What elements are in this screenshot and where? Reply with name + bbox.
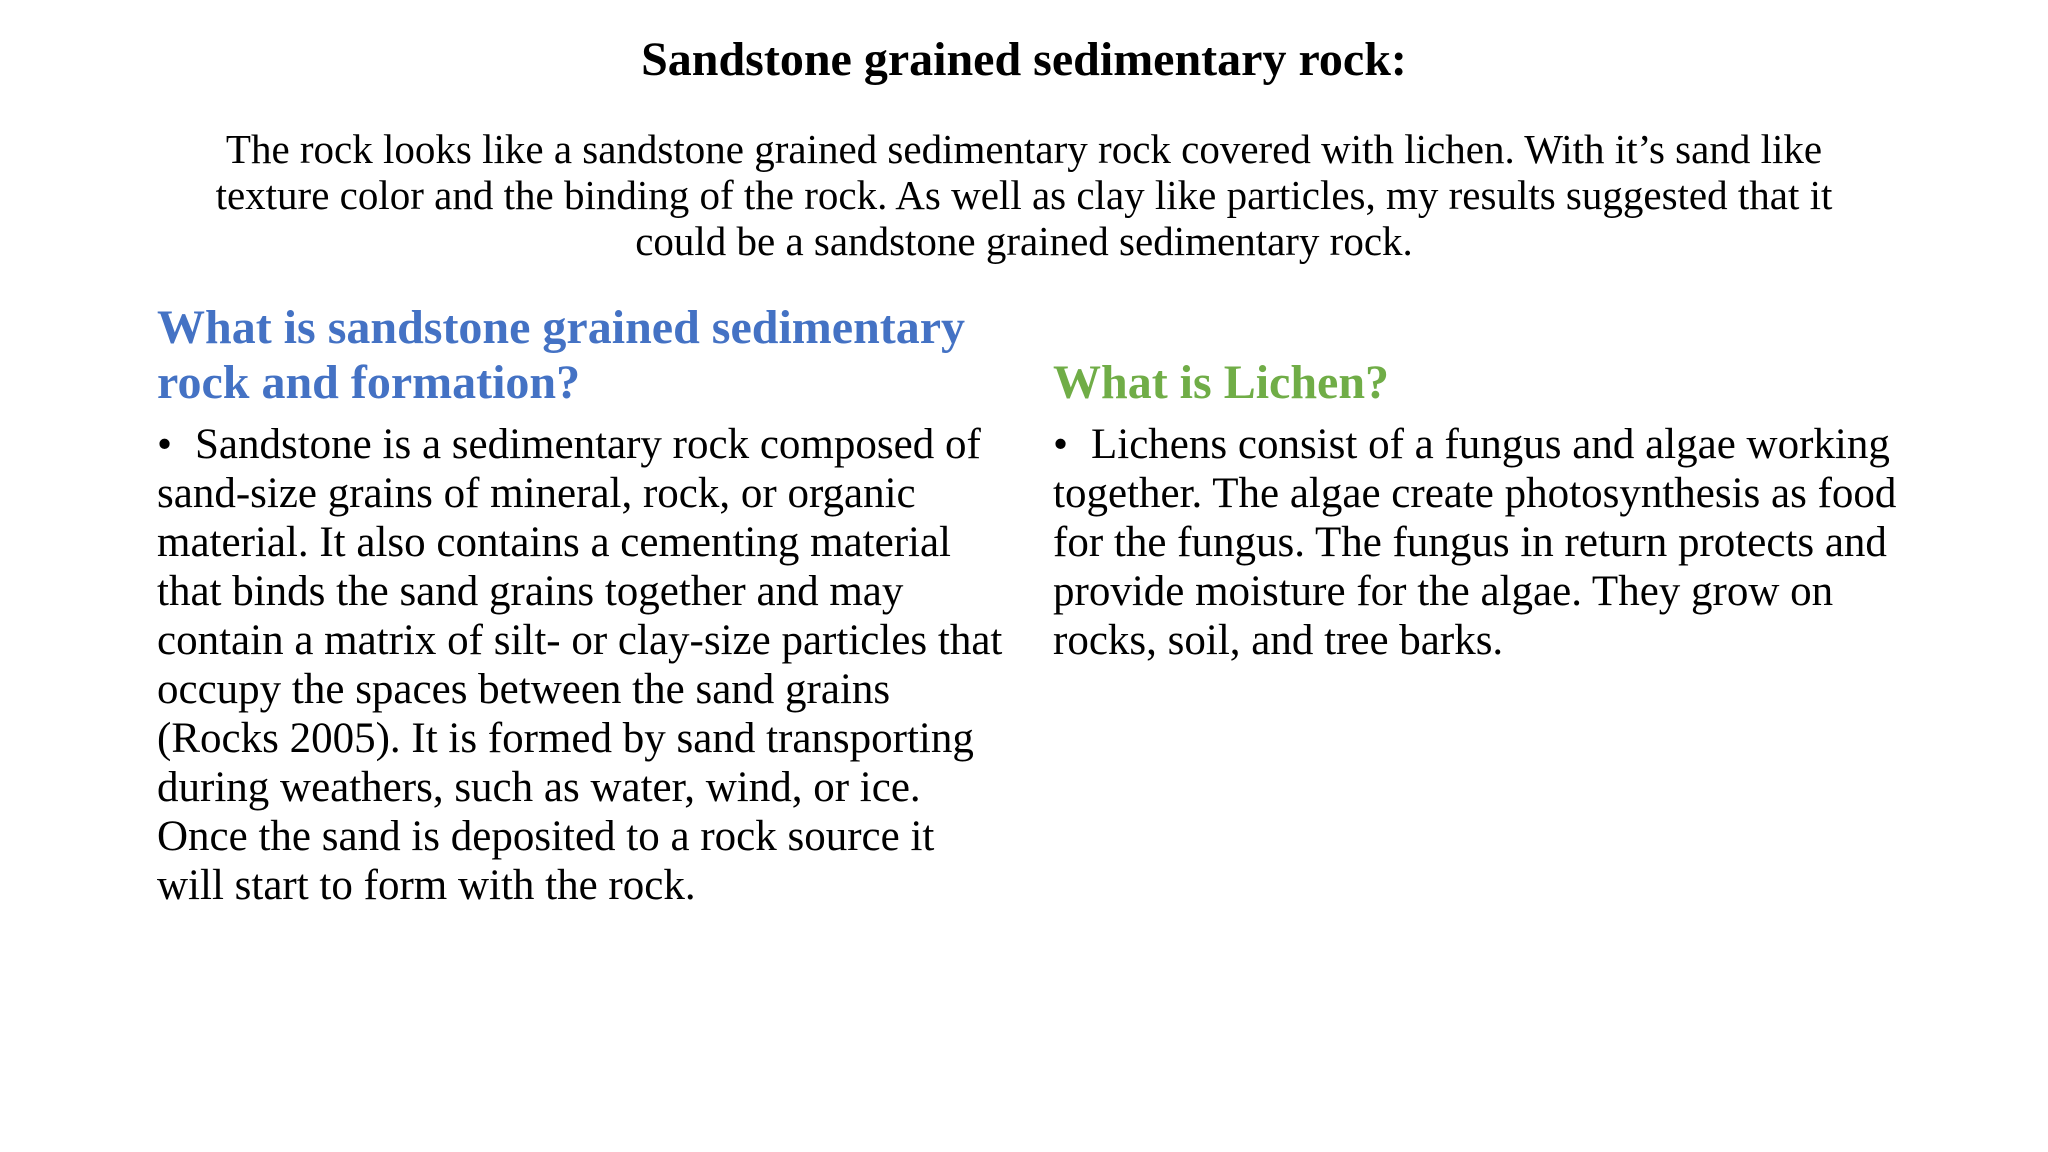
left-heading: What is sandstone grained sedimentary rock and formation? [157,301,966,409]
intro-paragraph: The rock looks like a sandstone grained sedimentary rock covered with lichen. With it’s sand like texture color and the binding of the rock. As well as clay like particles, my results suggested that it could be a sandstone grained sedimentary rock. [215,126,1833,264]
bullet-icon: • [1053,421,1069,468]
bullet-icon: • [157,421,173,468]
right-body-text: Lichens consist of a fungus and algae working together. The algae create photosynthesis as food for the fungus. The fungus in return protects and provide moisture for the algae. They grow on rocks, soil, and tree barks. [1053,421,1897,664]
left-body [157,420,1007,910]
right-column [1053,300,1913,665]
right-body [1053,420,1913,665]
right-heading: What is Lichen? [1053,356,1390,409]
left-body-text: Sandstone is a sedimentary rock composed of sand-size grains of mineral, rock, or organic material. It also contains a cementing material that binds the sand grains together and may contain a matrix of silt- or clay-size particles that occupy the spaces between the sand grains (Rocks 2005). It is formed by sand transporting during weathers, such as water, wind, or ice. Once the sand is deposited to a rock source it will start to form with the rock. [157,421,1003,909]
left-column [157,300,1007,910]
slide-title: Sandstone grained sedimentary rock: [641,33,1407,86]
